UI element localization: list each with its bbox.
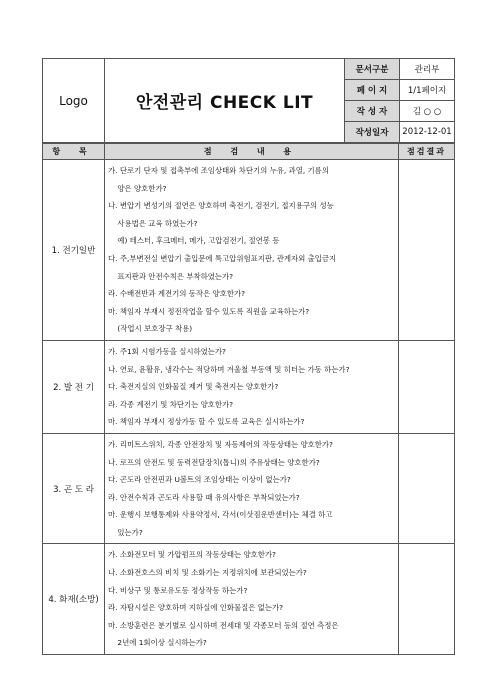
section-content — [105, 433, 399, 544]
check-item: 라. 각종 계전기 및 차단기는 양호한가? — [108, 399, 234, 409]
table-row — [43, 340, 455, 433]
check-item: 나. 로프의 안전도 및 동력전달장치(톱니)의 주유상태는 양호한가? — [108, 457, 320, 467]
meta-label-author: 작 성 자 — [345, 101, 400, 122]
checklist-table — [42, 143, 455, 655]
document-title: 안전관리 CHECK LIT — [105, 59, 345, 143]
check-item: 가. 리미트스위치, 각종 안전장치 및 자동제어의 작동상태는 양호한가? — [108, 439, 333, 449]
section-name: 1. 전기일반 — [43, 160, 105, 341]
check-item: (작업시 보호장구 착용) — [108, 324, 193, 334]
check-item: 사용법은 교육 하였는가? — [108, 218, 198, 228]
checklist-page — [42, 58, 454, 655]
check-item: 다. 주,부변전실 변압기 출입문에 특고압위험표지판, 관계자외 출입금지 — [108, 253, 337, 263]
check-item: 양은 양호한가? — [108, 183, 167, 193]
check-item: 마. 책임자 부재시 정전작업을 할수 있도록 직원을 교육하는가? — [108, 306, 310, 316]
table-row — [43, 160, 455, 341]
check-item: 있는가? — [108, 527, 143, 537]
section-content — [105, 340, 399, 433]
section-name: 3. 곤 도 라 — [43, 433, 105, 544]
check-item: 나. 변압기 변성기의 절연은 양호하며 축전기, 검전기, 접지용구의 성능 — [108, 201, 334, 211]
meta-label-date: 작성일자 — [345, 122, 400, 143]
check-item: 라. 안전수칙과 곤도라 사용할 때 유의사항은 부착되었는가? — [108, 492, 300, 502]
checklist-sections — [43, 160, 455, 655]
result-cell[interactable] — [399, 433, 455, 544]
check-item: 마. 소방훈련은 분기별로 실시하며 전세대 및 각종모터 등의 절연 측정은 — [108, 620, 339, 630]
check-item: 가. 주1회 시험가동을 실시하였는가? — [108, 346, 226, 356]
check-item: 2년에 1회이상 실시하는가? — [108, 638, 207, 648]
section-name: 2. 발 전 기 — [43, 340, 105, 433]
check-item: 나. 연료, 윤활유, 냉각수는 적당하며 겨울철 부동액 및 히터는 가동 하는가? — [108, 364, 350, 374]
check-item: 마. 운행시 보행통제와 사용약정서, 각서(이삿짐운반센터)는 체결 하고 — [108, 510, 333, 520]
meta-value-doc-type: 관리부 — [400, 59, 455, 80]
meta-label-page: 페 이 지 — [345, 80, 400, 101]
check-item: 마. 책임자 부재시 정상가동 할 수 있도록 교육은 실시하는가? — [108, 417, 305, 427]
column-header-item: 항 목 — [43, 144, 105, 160]
document-header — [42, 58, 455, 143]
result-cell[interactable] — [399, 544, 455, 655]
meta-label-doc-type: 문서구분 — [345, 59, 400, 80]
check-item: 나. 소화전호스의 비치 및 소화기는 지정위치에 보관되었는가? — [108, 568, 307, 578]
section-name: 4. 화재(소방) — [43, 544, 105, 655]
check-item: 다. 비상구 및 통로유도등 정상작동 하는가? — [108, 585, 248, 595]
column-header-content: 점 검 내 용 — [105, 144, 399, 160]
meta-value-author: 김 ○ ○ — [400, 101, 455, 122]
check-item: 가. 소화전모터 및 가압펌프의 작동상태는 양호한가? — [108, 550, 276, 560]
check-item: 다. 축전지실의 인화물질 제거 및 축전지는 양호한가? — [108, 382, 279, 392]
logo: Logo — [43, 59, 105, 143]
table-row — [43, 433, 455, 544]
table-row — [43, 544, 455, 655]
section-content — [105, 160, 399, 341]
meta-value-date: 2012-12-01 — [400, 122, 455, 143]
result-cell[interactable] — [399, 160, 455, 341]
check-item: 다. 곤도라 안전핀과 U볼트의 조임상태는 이상이 없는가? — [108, 475, 291, 485]
section-content — [105, 544, 399, 655]
check-item: 표지판과 안전수칙은 부착하였는가? — [108, 271, 234, 281]
check-item: 가. 단로기 단자 및 접촉부에 조임상태와 차단기의 누유, 과열, 기름의 — [108, 166, 329, 175]
check-item: 라. 자탐시설은 양호하며 지하실에 인화물질은 없는가? — [108, 603, 284, 613]
check-item: 예) 테스터, 후크메터, 메가, 고압검전기, 절연봉 등 — [108, 236, 280, 246]
meta-value-page: 1/1페이지 — [400, 80, 455, 101]
column-header-result: 점검결과 — [399, 144, 455, 160]
check-item: 라. 수배전반과 계전기의 동작은 양호한가? — [108, 289, 246, 299]
result-cell[interactable] — [399, 340, 455, 433]
